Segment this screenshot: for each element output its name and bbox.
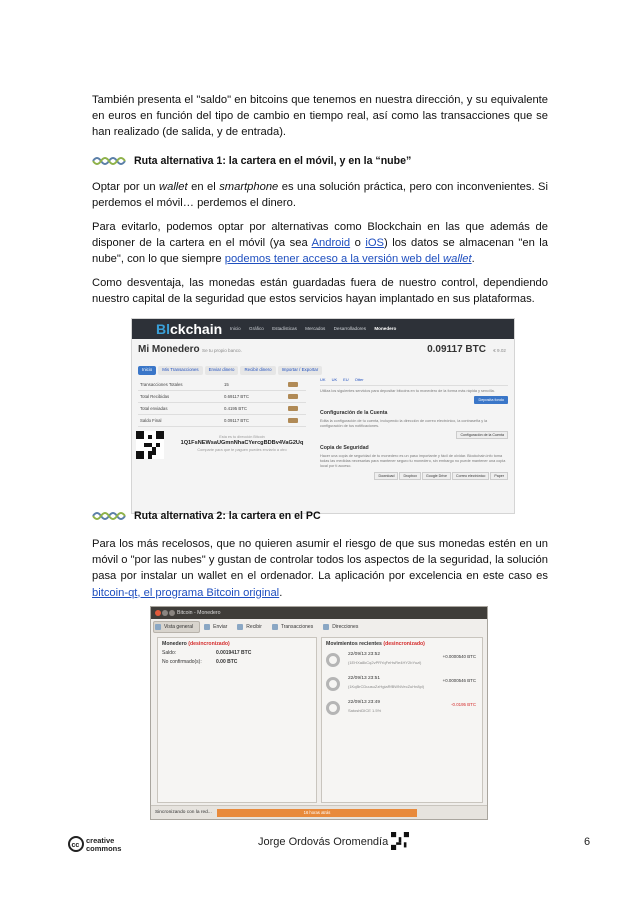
pc-wallet-paragraph: Para los más recelosos, que no quieren asumir el riesgo de que sus monedas estén en un móvil o "por las nubes" y gustan de controlar todos los aspectos de la seguridad, la solución pasa por instalar un wallet en el ordenador. La aplicación por excelencia en este caso es bitcoin-qt, el programa Bitcoin original.: [92, 538, 548, 599]
deposit-tab[interactable]: EU: [343, 377, 349, 382]
address-hint: Comparte para que te paguen puedes enviarlo a otro: [197, 448, 287, 452]
deposit-text: Utiliza los siguientes servicios para depositar bitcoins en tu monedero de la forma más rápida y sencilla.: [320, 389, 495, 393]
page-number: 6: [584, 836, 591, 848]
wallet-icon: [288, 382, 298, 387]
route-1-title: Ruta alternativa 1: la cartera en el móvil, y en la “nube”: [134, 155, 412, 167]
blockchain-paragraph: Para evitarlo, podemos optar por alternativas como Blockchain en las que además de disponer de la cartera en el móvil (ya sea Android o iOS) los datos se almacenan "en la nube", con lo que siempre podemos tener acceso a la versión web del wallet.: [92, 221, 549, 266]
tab-direcciones[interactable]: Direcciones: [322, 622, 364, 632]
backup-email-button[interactable]: Correo electrónico: [452, 472, 489, 480]
table-row: Saldo Final 0.09117 BTC: [138, 415, 306, 427]
bitcoin-qt-screenshot: [150, 606, 488, 820]
deposit-tab[interactable]: Otter: [354, 377, 364, 382]
qr-code-icon: [136, 431, 164, 459]
blockchain-topbar: [132, 319, 514, 339]
route-2-title: Ruta alternativa 2: la cartera en el PC: [134, 510, 321, 522]
blockchain-tabs: [138, 366, 324, 375]
qt-titlebar: [151, 607, 487, 619]
author-name: Jorge Ordovás Oromendía: [258, 836, 389, 848]
nav-item[interactable]: Mercados: [305, 326, 326, 331]
qt-statusbar: [151, 805, 487, 820]
qt-toolbar: [153, 621, 367, 633]
wallet-subtitle: Se tu propio banco.: [202, 348, 242, 353]
bitcoin-qt-link[interactable]: bitcoin-qt, el programa Bitcoin original: [92, 586, 280, 599]
config-button[interactable]: Configuración de la Cuenta: [456, 431, 508, 439]
route-1-heading: [92, 152, 411, 170]
tab-recibir[interactable]: Recibir dinero: [240, 366, 275, 375]
deposit-tab[interactable]: UK: [320, 377, 326, 382]
tab-enviar[interactable]: Enviar dinero: [205, 366, 239, 375]
ios-link[interactable]: iOS: [365, 237, 384, 250]
backup-download-button[interactable]: Download: [374, 472, 398, 480]
bitcoin-address[interactable]: 1Q1FsNEWsaUGmnNhaCYercgBDBv4VaG2Uq: [180, 440, 304, 446]
nav-item[interactable]: Desarrolladores: [333, 326, 367, 331]
wallet-title: Mi Monedero: [138, 344, 200, 355]
web-wallet-link[interactable]: podemos tener acceso a la versión web del wallet: [224, 253, 472, 266]
tab-inicio[interactable]: Inicio: [138, 366, 156, 375]
backup-paper-button[interactable]: Paper: [490, 472, 508, 480]
svg-text:creative: creative: [86, 836, 115, 845]
svg-text:commons: commons: [86, 844, 122, 853]
config-heading: Configuración de la Cuenta: [320, 410, 388, 416]
deposit-button[interactable]: Deposita fondo: [474, 396, 508, 404]
blockchain-logo[interactable]: Blckchain: [156, 321, 223, 337]
wallet-paragraph: Optar por un wallet en el smartphone es una solución práctica, pero con inconvenientes. Si perdemos el móvil… perdemos el dinero.: [92, 181, 549, 210]
address-label: Esta es tu dirección Bitcoin: [219, 435, 265, 439]
wallet-icon: [288, 394, 298, 399]
blockchain-nav: [230, 326, 403, 331]
nav-item[interactable]: Gráfico: [249, 326, 264, 331]
backup-buttons: [320, 472, 508, 480]
list-item[interactable]: 22/09/13 23:49 SatoshiDICE 1.5% -0.0195 BTC: [326, 698, 478, 720]
route-2-heading: [92, 507, 321, 525]
deposit-tabs: [320, 377, 508, 386]
recent-transactions-panel: [321, 637, 483, 803]
list-item[interactable]: 22/09/13 23:52 (1EHXa8kCq2vPRYqFeHsRe4HY2bYuzl) +0.0000540 BTC: [326, 650, 478, 672]
config-text: Edita la configuración de tu cuenta, incluyendo la dirección de correo electrónico, la contraseña y la configuración de tus notificaciones.: [320, 419, 488, 428]
nav-item[interactable]: Inicio: [230, 326, 241, 331]
route-icon: [92, 155, 126, 167]
nav-item[interactable]: Estadísticas: [272, 326, 297, 331]
wallet-icon: [288, 418, 298, 423]
pending-icon: [326, 677, 340, 691]
close-icon[interactable]: [155, 610, 161, 616]
wallet-icon: [288, 406, 298, 411]
backup-gdrive-button[interactable]: Google Drive: [422, 472, 451, 480]
disadvantage-paragraph: Como desventaja, las monedas están guardadas fuera de nuestro control, dependiendo nuestro capital de la seguridad que estos servicios hayan implantado en sus plataformas.: [92, 277, 548, 306]
list-item[interactable]: 22/09/13 23:51 (1KqBrCDuusuZzHgiaRfBWNVecZuHn8pl) +0.0000546 BTC: [326, 674, 478, 696]
qt-window-title: Bitcoin - Monedero: [177, 610, 221, 616]
tab-transacciones[interactable]: Mis Transacciones: [158, 366, 202, 375]
backup-heading: Copia de Seguridad: [320, 445, 369, 451]
recent-heading: Movimientos recientes (desincronizado): [326, 641, 425, 647]
pending-icon: [326, 653, 340, 667]
tab-importar[interactable]: Importar / Exportar: [278, 366, 323, 375]
wallet-balance: 0.09117 BTC: [427, 344, 486, 355]
tab-transacciones[interactable]: Transacciones: [271, 622, 319, 632]
blockchain-right-panel: [320, 377, 508, 480]
summary-table: [138, 379, 306, 427]
creative-commons-logo: [68, 834, 130, 854]
sync-status: Sincronizando con la red...: [155, 810, 212, 815]
balance-line: Saldo: 0.0019417 BTC: [162, 650, 252, 656]
wallet-heading: Monedero (desincronizado): [162, 641, 230, 647]
backup-dropbox-button[interactable]: Dropbox: [399, 472, 421, 480]
table-row: Total Recibidas 0.69117 BTC: [138, 391, 306, 403]
nav-item-active[interactable]: Monedero: [374, 326, 397, 331]
unconfirmed-line: No confirmado(s): 0.00 BTC: [162, 659, 238, 665]
wallet-panel: [157, 637, 317, 803]
maximize-icon[interactable]: [169, 610, 175, 616]
tab-vista-general[interactable]: Vista general: [153, 621, 200, 633]
blockchain-header: [138, 341, 508, 363]
sync-progress-bar: 16 horas atrás: [217, 809, 417, 817]
minimize-icon[interactable]: [162, 610, 168, 616]
blockchain-screenshot: [131, 318, 515, 514]
table-row: Total enviadas 0.4195 BTC: [138, 403, 306, 415]
footer-qr-icon: [391, 832, 409, 850]
tab-recibir[interactable]: Recibir: [236, 622, 268, 632]
intro-paragraph: También presenta el "saldo" en bitcoins que tenemos en nuestra dirección, y su equivalente en euros en función del tipo de cambio en tiempo real, así como las transacciones que se han realizado (de salida, y de entrada).: [92, 94, 548, 139]
backup-text: Hacer una copia de seguridad de tu monedero es un paso importante y fácil de olvidar. Blockchain.info toma todas las medidas necesarias para mantener seguro tu monedero, sin embargo no puede mantener una copia local por ti acceso.: [320, 454, 506, 468]
pending-icon: [326, 701, 340, 715]
route-icon: [92, 510, 126, 522]
android-link[interactable]: Android: [311, 237, 351, 250]
table-row: Transacciones Totales 15: [138, 379, 306, 391]
svg-text:cc: cc: [71, 842, 80, 849]
tab-enviar[interactable]: Enviar: [203, 622, 233, 632]
deposit-tab[interactable]: UK: [331, 377, 338, 382]
wallet-balance-eur: € 9.02: [493, 348, 506, 353]
